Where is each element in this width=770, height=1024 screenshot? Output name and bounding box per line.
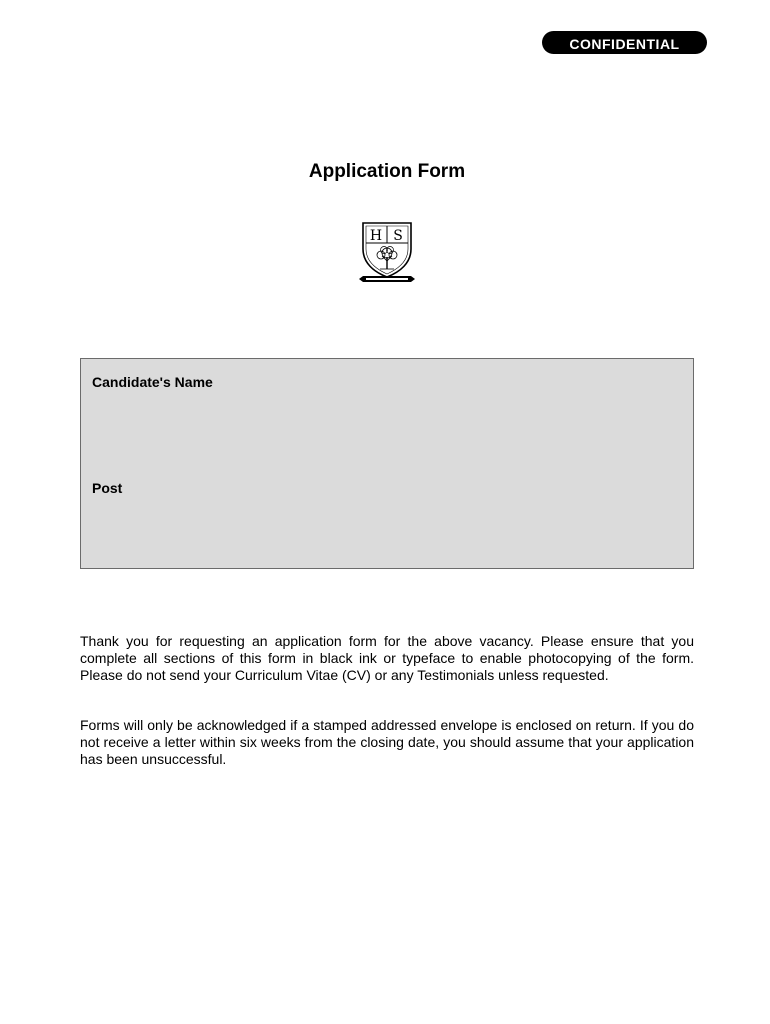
crest-initial-left: H xyxy=(369,228,383,244)
acknowledgement-paragraph: Forms will only be acknowledged if a stamped addressed envelope is enclosed on return. If you do not receive a letter within six weeks from the closing date, you should assume that your application has been unsuccessful. xyxy=(80,717,694,767)
motto-scroll xyxy=(359,276,415,282)
shield-icon xyxy=(358,219,416,287)
confidential-badge: CONFIDENTIAL xyxy=(542,31,707,54)
post-label: Post xyxy=(92,480,123,496)
instructions-paragraph: Thank you for requesting an application form for the above vacancy. Please ensure that you complete all sections of this form in black ink or typeface to enable photocopying of the form. Please do not send your Curriculum Vitae (CV) or any Testimonials unless requested. xyxy=(80,633,694,683)
candidate-name-label: Candidate's Name xyxy=(92,374,213,390)
candidate-name-field[interactable] xyxy=(81,395,693,465)
page-title: Application Form xyxy=(308,161,466,182)
post-field[interactable] xyxy=(81,501,693,571)
crest-initial-right: S xyxy=(393,228,403,244)
candidate-details-box xyxy=(80,358,694,569)
school-crest-logo xyxy=(358,219,416,287)
